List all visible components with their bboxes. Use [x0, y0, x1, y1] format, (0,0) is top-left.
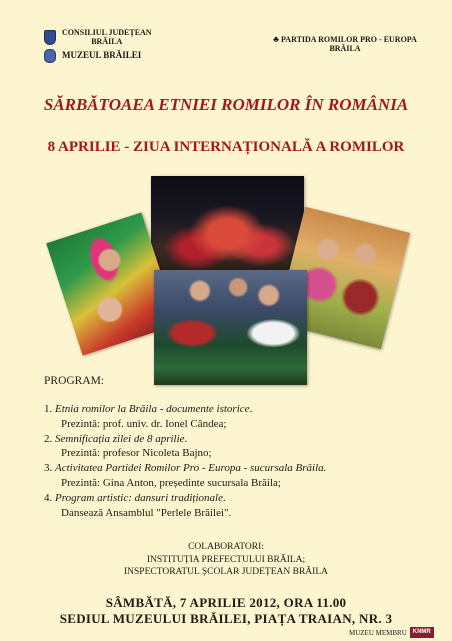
program-item-detail: Prezintă: Gina Anton, președinte sucursala Brăila; — [61, 476, 281, 489]
footer-membership — [349, 627, 434, 638]
knmr-logo-icon: KNMR — [410, 627, 434, 638]
program-item-3: 3. Activitatea Partidei Romilor Pro - Europa - sucursala Brăila. — [44, 462, 327, 475]
program-item-title: Program artistic: dansuri tradiționale — [55, 491, 223, 504]
header-right — [265, 34, 425, 53]
museum-logo-icon — [44, 49, 56, 63]
program-item-2: 2. Semnificația zilei de 8 aprilie. — [44, 432, 188, 445]
program-item-title: Activitatea Partidei Romilor Pro - Europa - sucursala Brăila. — [55, 462, 327, 475]
program-heading: PROGRAM: — [44, 375, 105, 387]
event-info — [0, 595, 452, 627]
county-crest-icon — [44, 30, 56, 45]
collaborator-school-inspectorate: INSPECTORATUL ȘCOLAR JUDEȚEAN BRĂILA — [124, 567, 328, 577]
program-item-detail: Prezintă: profesor Nicoleta Bajno; — [61, 447, 212, 460]
county-council-name: CONSILIUL JUDEȚEAN — [62, 28, 152, 37]
header-left — [44, 28, 152, 63]
program-item-1: 1. Etnia romilor la Brăila - documente istorice. — [44, 403, 253, 415]
wagon-celebration-photo — [154, 270, 307, 385]
clover-icon: ♣ — [273, 34, 280, 44]
program-item-title: Etnia romilor la Brăila - documente istorice — [55, 403, 250, 415]
party-name: PARTIDA ROMILOR PRO - EUROPA — [281, 35, 417, 44]
program-item-4: 4. Program artistic: dansuri tradiționale. — [44, 491, 226, 504]
event-location: SEDIUL MUZEULUI BRĂILEI, PIAȚA TRAIAN, NR. 3 — [59, 611, 393, 626]
stage-performance-photo — [151, 176, 304, 272]
program-item-detail: Prezintă: prof. univ. dr. Ionel Cândea; — [61, 417, 227, 430]
sub-title: 8 APRILIE - ZIUA INTERNAȚIONALĂ A ROMILOR — [47, 139, 405, 155]
program-list — [44, 402, 424, 520]
collaborator-prefecture: INSTITUȚIA PREFECTULUI BRĂILA; — [146, 554, 306, 565]
party-city: BRĂILA — [329, 44, 361, 53]
program-item-title: Semnificația zilei de 8 aprilie — [55, 432, 185, 445]
main-title: SĂRBĂTOAEA ETNIEI ROMILOR ÎN ROMÂNIA — [43, 95, 409, 114]
event-date-time: SÂMBĂTĂ, 7 APRILIE 2012, ORA 11.00 — [105, 595, 347, 610]
collaborators-heading: COLABORATORI: — [188, 542, 264, 552]
museum-name: MUZEUL BRĂILEI — [62, 50, 142, 60]
program-item-detail: Dansează Ansamblul "Perlele Brăilei". — [61, 506, 232, 519]
member-museum-label: MUZEU MEMBRU — [349, 628, 407, 637]
county-council-city: BRĂILA — [91, 37, 123, 46]
collaborators-block — [0, 541, 452, 579]
